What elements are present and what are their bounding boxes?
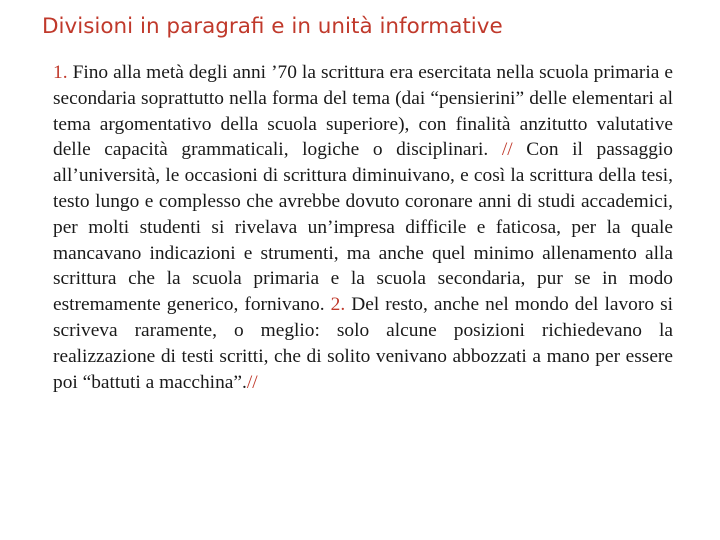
unit-separator-2: // [246,371,258,393]
section-marker-1: 1. [53,62,68,83]
paragraph-text-2: Con il passaggio all’università, le occasioni di scrittura diminuivano, e così la scrittura della tesi, testo lungo e complesso che avrebbe dovuto coronare anni di studi accademici, per molti studenti si rivelava un’impresa difficile e faticosa, per la quale mancavano indicazioni e strumenti, ma anche quel minimo allenamento alla scrittura che la scuola primaria e la scuola secondaria, pur se in modo estremamente generico, fornivano. [53,139,673,316]
section-marker-2: 2. [330,294,346,316]
body-paragraph [53,60,673,395]
slide-title: Divisioni in paragrafi e in unità informative [42,14,503,39]
paragraph-text-1: Fino alla metà degli anni ’70 la scrittura era esercitata nella scuola primaria e secondaria soprattutto nella forma del tema (dai “pensierini” delle elementari al tema argomentativo della scuola superiore), con finalità anzitutto valutative delle capacità grammaticali, logiche o disciplinari. [53,62,673,161]
paragraph-text-3: Del resto, anche nel mondo del lavoro si scriveva raramente, o meglio: solo alcune posizioni richiedevano la realizzazione di testi scritti, che di solito venivano abbozzati a mano per essere poi “battuti a macchina”. [53,294,673,393]
unit-separator-1: // [501,139,513,161]
